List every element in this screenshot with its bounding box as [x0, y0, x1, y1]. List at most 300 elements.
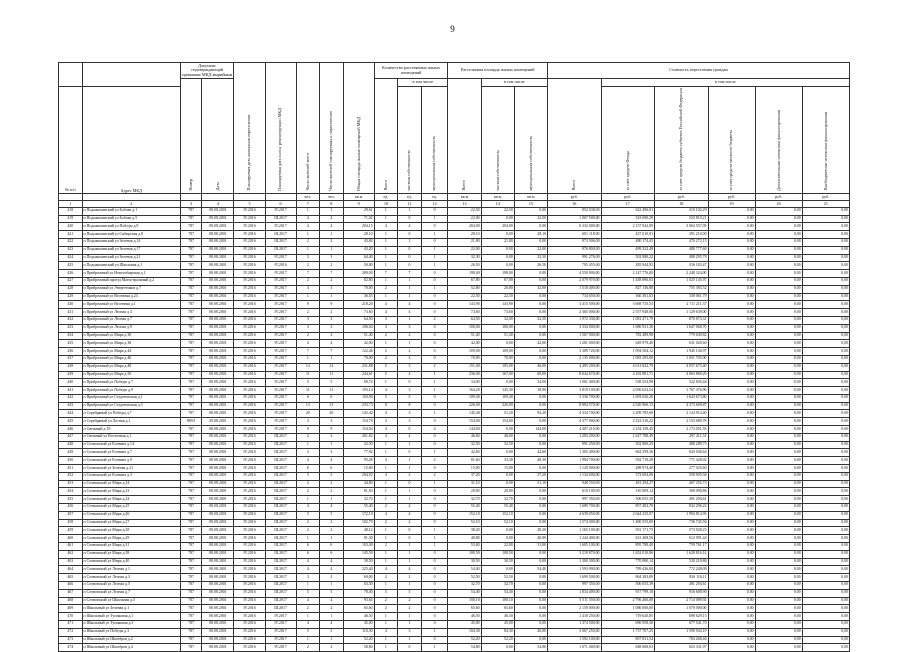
- table-cell: 9: [320, 301, 344, 309]
- table-cell: IV.2017: [265, 410, 296, 418]
- table-cell: 1 081 271,79: [601, 316, 655, 324]
- table-cell: 0,00: [755, 628, 802, 636]
- table-cell: 1: [398, 488, 422, 496]
- table-cell: 0,00: [802, 262, 849, 270]
- table-cell: IV.2016: [234, 472, 265, 480]
- table-cell: 3: [296, 254, 320, 262]
- table-cell: 428: [59, 285, 83, 293]
- table-cell: 18,90: [514, 387, 547, 395]
- table-cell: 233,73: [343, 402, 374, 410]
- address-cell: п Прибрежный ул Весенняя д.1: [82, 301, 180, 309]
- table-cell: 0: [421, 402, 448, 410]
- table-cell: 0: [421, 566, 448, 574]
- address-cell: п Прибрежный ул Лесная д.9: [82, 324, 180, 332]
- column-number: 5: [234, 200, 265, 207]
- table-cell: 22,00: [448, 246, 481, 254]
- table-cell: 1: [398, 550, 422, 558]
- table-cell: IV.2017: [265, 309, 296, 317]
- table-cell: 14: [296, 363, 320, 371]
- table-row: [59, 402, 850, 410]
- table-cell: 0,00: [802, 543, 849, 551]
- table-cell: IV.2017: [265, 613, 296, 621]
- table-cell: 0,00: [802, 433, 849, 441]
- table-cell: 0: [421, 207, 448, 215]
- table-cell: 787: [180, 527, 201, 535]
- table-cell: 3: [320, 449, 344, 457]
- address-cell: п Подымахинский ул Бобова д.5: [82, 215, 180, 223]
- table-cell: 5: [398, 394, 422, 402]
- table-cell: IV.2016: [234, 293, 265, 301]
- table-cell: 08.08.2001: [202, 597, 234, 605]
- table-cell: 1 458 896,03: [601, 277, 655, 285]
- table-cell: III.2017: [265, 535, 296, 543]
- table-row: [59, 379, 850, 387]
- table-cell: 0: [421, 433, 448, 441]
- table-cell: 677 541,70: [655, 621, 709, 629]
- table-cell: 795 455,00: [548, 262, 602, 270]
- table-cell: IV.2017: [265, 379, 296, 387]
- table-cell: 437: [59, 355, 83, 363]
- table-cell: IV.2017: [265, 644, 296, 652]
- table-cell: 08.08.2001: [202, 332, 234, 340]
- table-cell: 73,60: [343, 309, 374, 317]
- table-cell: 109,00: [481, 348, 514, 356]
- table-cell: 447: [59, 433, 83, 441]
- address-cell: п Снежный ул Восточная д.1: [82, 433, 180, 441]
- table-cell: 471: [59, 621, 83, 629]
- table-cell: 55,40: [448, 504, 481, 512]
- table-cell: 1: [374, 340, 398, 348]
- table-cell: 1: [296, 636, 320, 644]
- table-cell: 08.08.2001: [202, 316, 234, 324]
- table-cell: 1: [398, 621, 422, 629]
- table-cell: 08.08.2001: [202, 426, 234, 434]
- table-cell: 0: [421, 309, 448, 317]
- table-cell: 0: [421, 558, 448, 566]
- table-cell: 5: [296, 589, 320, 597]
- table-row: [59, 371, 850, 379]
- table-cell: 55,40: [343, 504, 374, 512]
- table-cell: 1 686 931,30: [601, 324, 655, 332]
- unit-cell: [202, 193, 234, 200]
- table-cell: 5: [398, 589, 422, 597]
- table-cell: 453: [59, 480, 83, 488]
- table-cell: 4: [320, 457, 344, 465]
- table-cell: 21,80: [481, 238, 514, 246]
- data-table: [58, 62, 850, 652]
- table-cell: 1 061 400,00: [548, 379, 602, 387]
- table-cell: 443: [59, 402, 83, 410]
- table-cell: 20,00: [481, 488, 514, 496]
- address-cell: п Прибрежный ул Лесная д.3: [82, 309, 180, 317]
- table-cell: 0,00: [481, 215, 514, 223]
- table-cell: IV.2016: [234, 418, 265, 426]
- table-cell: 1 051 705,00: [655, 355, 709, 363]
- table-cell: 870 873,31: [655, 316, 709, 324]
- table-cell: 787: [180, 332, 201, 340]
- table-row: [59, 472, 850, 480]
- table-cell: 300 090,86: [655, 488, 709, 496]
- table-cell: 0: [421, 511, 448, 519]
- table-cell: 08.08.2001: [202, 628, 234, 636]
- table-header: [59, 63, 850, 208]
- table-cell: 782 489,98: [601, 332, 655, 340]
- table-row: [59, 496, 850, 504]
- table-cell: 2: [421, 457, 448, 465]
- table-cell: 1: [374, 582, 398, 590]
- table-cell: 0,00: [802, 316, 849, 324]
- table-cell: 480 777,60: [655, 246, 709, 254]
- table-cell: 70,00: [343, 355, 374, 363]
- table-cell: 5: [374, 589, 398, 597]
- address-cell: п Подымахинский ул Бобова д.1: [82, 207, 180, 215]
- header-cost-extra: Дополнительные источники финансирования: [755, 87, 802, 194]
- table-cell: 4: [320, 504, 344, 512]
- table-cell: 08.08.2001: [202, 301, 234, 309]
- table-cell: 7: [296, 348, 320, 356]
- table-cell: 463: [59, 558, 83, 566]
- table-cell: 787: [180, 433, 201, 441]
- table-cell: 0,00: [802, 589, 849, 597]
- table-cell: 0,00: [802, 254, 849, 262]
- table-cell: 0,00: [514, 355, 547, 363]
- table-cell: 15,00: [343, 465, 374, 473]
- table-cell: III.2017: [265, 511, 296, 519]
- table-cell: 2: [296, 262, 320, 270]
- table-cell: 8 644 670,00: [548, 371, 602, 379]
- table-row: [59, 363, 850, 371]
- address-cell: п Сочновский ул Есенина д.3: [82, 472, 180, 480]
- table-cell: 0,00: [755, 332, 802, 340]
- table-cell: 1 972 330,00: [548, 316, 602, 324]
- table-cell: 0: [421, 293, 448, 301]
- table-cell: 0,00: [802, 558, 849, 566]
- table-cell: 8: [398, 402, 422, 410]
- table-cell: IV.2016: [234, 348, 265, 356]
- table-row: [59, 582, 850, 590]
- table-cell: 0: [421, 488, 448, 496]
- address-cell: п Сочновский ул Мира д.40: [82, 558, 180, 566]
- table-cell: 1: [421, 262, 448, 270]
- table-cell: 08.08.2001: [202, 371, 234, 379]
- table-cell: 0: [421, 550, 448, 558]
- table-cell: 1: [398, 457, 422, 465]
- table-cell: 81,30: [343, 535, 374, 543]
- table-cell: 2: [296, 488, 320, 496]
- table-cell: 9: [296, 426, 320, 434]
- table-cell: 1 518 400,00: [548, 285, 602, 293]
- table-cell: 4: [320, 340, 344, 348]
- address-cell: п Сочновский ул Мира д.26: [82, 511, 180, 519]
- table-cell: 53,00: [448, 543, 481, 551]
- table-cell: IV.2016: [234, 566, 265, 574]
- table-cell: 0,00: [708, 418, 755, 426]
- column-number: 12: [421, 200, 448, 207]
- table-cell: 4 550 000,00: [548, 270, 602, 278]
- table-cell: 1: [374, 535, 398, 543]
- table-cell: 08.08.2001: [202, 582, 234, 590]
- table-cell: 787: [180, 574, 201, 582]
- table-cell: 451: [59, 465, 83, 473]
- table-cell: 0: [398, 535, 422, 543]
- table-cell: 11: [320, 371, 344, 379]
- table-cell: 4: [398, 309, 422, 317]
- address-cell: п Школьный ул Победы д.3: [82, 628, 180, 636]
- table-cell: 857 403,78: [601, 504, 655, 512]
- table-cell: IV.2017: [265, 223, 296, 231]
- table-cell: 64,50: [448, 316, 481, 324]
- table-cell: 0,00: [481, 644, 514, 652]
- table-cell: 1 418 250,00: [548, 613, 602, 621]
- table-cell: 40,80: [514, 535, 547, 543]
- table-cell: 63,30: [343, 582, 374, 590]
- table-cell: 3: [398, 324, 422, 332]
- table-cell: 0,00: [802, 582, 849, 590]
- table-cell: 4: [398, 511, 422, 519]
- table-cell: 93,64: [343, 597, 374, 605]
- table-cell: 1 689 700,00: [548, 504, 602, 512]
- table-row: [59, 394, 850, 402]
- table-cell: 1 080 000,00: [601, 605, 655, 613]
- table-cell: 0,00: [755, 465, 802, 473]
- table-cell: 4: [398, 371, 422, 379]
- table-cell: 1: [374, 480, 398, 488]
- table-cell: 0,00: [755, 363, 802, 371]
- table-cell: 787: [180, 449, 201, 457]
- table-cell: 08.08.2001: [202, 246, 234, 254]
- table-cell: 5: [320, 472, 344, 480]
- table-cell: 3: [320, 285, 344, 293]
- table-cell: 787: [180, 535, 201, 543]
- column-number: 1: [59, 200, 83, 207]
- address-cell: п Подымахинский ул Сибирская д.8: [82, 231, 180, 239]
- table-cell: 0,00: [755, 207, 802, 215]
- address-cell: п Подымахинский ул Зеленая д.17: [82, 246, 180, 254]
- table-cell: 787: [180, 621, 201, 629]
- table-cell: 1: [320, 355, 344, 363]
- table-cell: 1: [320, 293, 344, 301]
- table-cell: 4: [374, 309, 398, 317]
- table-cell: 0,00: [708, 488, 755, 496]
- table-cell: 0,00: [708, 465, 755, 473]
- table-cell: 0,00: [514, 301, 547, 309]
- table-cell: 420: [59, 223, 83, 231]
- table-cell: 0,00: [514, 574, 547, 582]
- table-cell: IV.2016: [234, 433, 265, 441]
- column-number: 4: [202, 200, 234, 207]
- table-cell: 0,00: [514, 558, 547, 566]
- table-cell: 08.08.2001: [202, 262, 234, 270]
- table-cell: 82,80: [343, 277, 374, 285]
- table-cell: IV.2017: [265, 348, 296, 356]
- header-address: Адрес МКД: [82, 87, 180, 194]
- header-cost-including: в том числе: [601, 79, 849, 87]
- table-cell: 2 248 324,00: [655, 270, 709, 278]
- table-cell: 08.08.2001: [202, 223, 234, 231]
- table-cell: 22,50: [448, 293, 481, 301]
- table-cell: 0,00: [755, 504, 802, 512]
- table-cell: 08.08.2001: [202, 215, 234, 223]
- table-cell: 5 511 550,00: [548, 597, 602, 605]
- table-cell: IV.2017: [265, 636, 296, 644]
- table-cell: 08.08.2001: [202, 613, 234, 621]
- table-cell: 0,00: [514, 402, 547, 410]
- table-cell: 649 979,40: [601, 340, 655, 348]
- table-cell: 1: [296, 355, 320, 363]
- table-cell: 2: [421, 363, 448, 371]
- table-cell: 0,00: [755, 215, 802, 223]
- table-cell: 08.08.2001: [202, 636, 234, 644]
- table-cell: 0,00: [755, 371, 802, 379]
- unit-cell: ед.: [374, 193, 398, 200]
- table-cell: 454: [59, 488, 83, 496]
- address-cell: п Серебряный ул Лесная д.1: [82, 418, 180, 426]
- table-cell: 787: [180, 270, 201, 278]
- table-cell: 0,00: [708, 363, 755, 371]
- address-cell: п Сочновский ул Есенина д.7: [82, 449, 180, 457]
- table-row: [59, 628, 850, 636]
- table-cell: 1: [398, 465, 422, 473]
- column-number: 19: [708, 200, 755, 207]
- header-area-private: частная собственность: [481, 87, 514, 194]
- address-cell: п Сочновский ул Есенина д.9: [82, 457, 180, 465]
- table-cell: 787: [180, 566, 201, 574]
- table-cell: 13: [296, 402, 320, 410]
- table-cell: 0,00: [755, 410, 802, 418]
- table-cell: IV.2017: [265, 316, 296, 324]
- table-cell: 1: [398, 285, 422, 293]
- table-cell: 787: [180, 597, 201, 605]
- table-cell: IV.2016: [234, 527, 265, 535]
- table-cell: 0,00: [708, 628, 755, 636]
- table-cell: 522 845,44: [655, 379, 709, 387]
- table-cell: 1: [421, 480, 448, 488]
- table-row: [59, 480, 850, 488]
- table-cell: 360 381,83: [601, 293, 655, 301]
- table-cell: IV.2016: [234, 441, 265, 449]
- table-cell: 446: [59, 426, 83, 434]
- resettlement-register-table: [58, 62, 850, 652]
- table-cell: 6: [296, 550, 320, 558]
- table-cell: 43,20: [343, 246, 374, 254]
- table-cell: 1: [398, 636, 422, 644]
- table-cell: 4: [374, 387, 398, 395]
- table-cell: 787: [180, 589, 201, 597]
- table-cell: 0: [398, 262, 422, 270]
- table-cell: 08.08.2001: [202, 387, 234, 395]
- table-cell: 0,00: [708, 246, 755, 254]
- table-cell: 2: [421, 316, 448, 324]
- table-cell: 1 693 026,20: [601, 394, 655, 402]
- table-cell: 0,00: [755, 589, 802, 597]
- table-cell: 08.08.2001: [202, 394, 234, 402]
- table-cell: 31,10: [514, 480, 547, 488]
- table-cell: 0,00: [802, 636, 849, 644]
- table-cell: IV.2017: [265, 418, 296, 426]
- table-cell: 0,00: [708, 355, 755, 363]
- table-cell: 787: [180, 613, 201, 621]
- table-cell: 2: [320, 238, 344, 246]
- table-cell: IV.2016: [234, 215, 265, 223]
- table-cell: 3: [398, 418, 422, 426]
- header-cost-fund: за счет средств Фонда: [601, 87, 655, 194]
- table-cell: IV.2016: [234, 543, 265, 551]
- table-cell: 100,00: [481, 324, 514, 332]
- table-cell: 0,00: [802, 309, 849, 317]
- table-cell: 0: [421, 355, 448, 363]
- table-cell: 0,00: [802, 340, 849, 348]
- table-cell: 0,00: [481, 231, 514, 239]
- table-cell: IV.2017: [265, 387, 296, 395]
- address-cell: п Сочновский ул Мира д.31: [82, 543, 180, 551]
- table-cell: 662 359,36: [601, 449, 655, 457]
- table-cell: 2: [296, 480, 320, 488]
- table-cell: 491 294,61: [655, 582, 709, 590]
- table-cell: 787: [180, 410, 201, 418]
- table-cell: 51,40: [343, 332, 374, 340]
- table-cell: 0: [398, 644, 422, 652]
- unit-cell: [82, 193, 180, 200]
- table-row: [59, 488, 850, 496]
- table-cell: 480 174,45: [601, 238, 655, 246]
- table-cell: 0,00: [708, 644, 755, 652]
- table-cell: 0,00: [755, 270, 802, 278]
- table-cell: 0,00: [755, 449, 802, 457]
- table-body: [59, 207, 850, 651]
- table-cell: 32,50: [343, 441, 374, 449]
- table-cell: 2: [374, 597, 398, 605]
- address-cell: п Сочновский ул Лесная д.1: [82, 566, 180, 574]
- table-cell: 2: [374, 355, 398, 363]
- table-cell: 52,10: [448, 519, 481, 527]
- table-cell: 0,00: [708, 387, 755, 395]
- table-cell: 779 049,82: [655, 332, 709, 340]
- table-cell: 2 153 689,78: [655, 418, 709, 426]
- table-cell: 787: [180, 488, 201, 496]
- table-cell: III.2017: [265, 566, 296, 574]
- table-row: [59, 316, 850, 324]
- table-row: [59, 621, 850, 629]
- table-cell: 0,00: [802, 293, 849, 301]
- table-cell: 38,20: [514, 527, 547, 535]
- table-cell: IV.2016: [234, 582, 265, 590]
- table-cell: 08.08.2001: [202, 589, 234, 597]
- table-cell: IV.2016: [234, 605, 265, 613]
- table-cell: 3 067 250,00: [548, 628, 602, 636]
- table-cell: IV.2016: [234, 535, 265, 543]
- table-cell: 15,00: [448, 465, 481, 473]
- table-row: [59, 441, 850, 449]
- table-cell: 108,50: [481, 550, 514, 558]
- table-cell: 0,00: [755, 433, 802, 441]
- table-cell: 22,50: [481, 293, 514, 301]
- table-cell: 1: [374, 238, 398, 246]
- table-cell: 3: [398, 387, 422, 395]
- table-cell: 429: [59, 293, 83, 301]
- table-cell: 0,00: [802, 574, 849, 582]
- table-row: [59, 504, 850, 512]
- table-cell: 08.08.2001: [202, 488, 234, 496]
- header-rownum-blank: [59, 63, 83, 87]
- table-cell: 0,00: [755, 511, 802, 519]
- table-cell: 0,00: [802, 231, 849, 239]
- address-cell: п Снежный д.19: [82, 426, 180, 434]
- table-cell: 22,50: [481, 207, 514, 215]
- table-cell: 0,00: [802, 223, 849, 231]
- table-cell: 0,00: [755, 613, 802, 621]
- table-cell: 4 520 960,13: [601, 402, 655, 410]
- table-cell: 787: [180, 246, 201, 254]
